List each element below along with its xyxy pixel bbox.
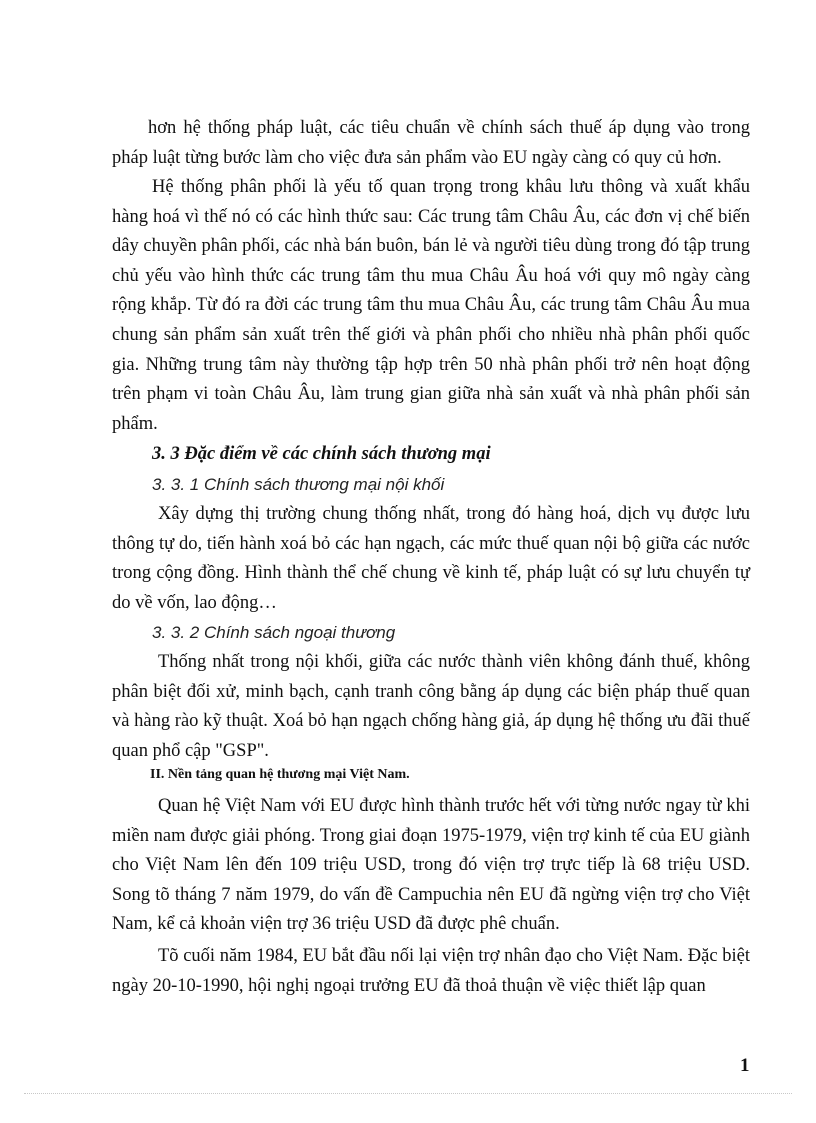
paragraph-distribution-system: Hệ thống phân phối là yếu tố quan trọng trong khâu lưu thông và xuất khẩu hàng hoá vì thế nó có các hình thức sau: Các trung tâm Châu Âu, các đơn vị chế biến dây chuyền phân phối, các nhà bán buôn, bán lẻ và người tiêu dùng trong đó tập trung chủ yếu vào hình thức các trung tâm thu mua Châu Âu hoá với quy mô ngày càng rộng khắp. Từ đó ra đời các trung tâm thu mua Châu Âu, các trung tâm Châu Âu mua chung sản phẩm sản xuất trên thế giới và phân phối cho nhiều nhà phân phối quốc gia. Những trung tâm này thường tập hợp trên 50 nhà phân phối trở nên hoạt động trên phạm vi toàn Châu Âu, làm trung gian giữa nhà sản xuất và nhà phân phối sản phẩm. (112, 177, 750, 434)
heading-section-II: II. Nền tảng quan hệ thương mại Việt Nam. (150, 767, 410, 782)
heading-section-3-3: 3. 3 Đặc điểm về các chính sách thương mại (152, 444, 491, 464)
paragraph-legal-system: hơn hệ thống pháp luật, các tiêu chuẩn về chính sách thuế áp dụng vào trong pháp luật từng bước làm cho việc đưa sản phẩm vào EU ngày càng có quy củ hơn. (112, 118, 750, 168)
paragraph-internal-trade-policy: Xây dựng thị trường chung thống nhất, trong đó hàng hoá, dịch vụ được lưu thông tự do, tiến hành xoá bỏ các hạn ngạch, các mức thuế quan nội bộ giữa các nước trong cộng đồng. Hình thành thể chế chung về kinh tế, pháp luật có sự lưu chuyển tự do về vốn, lao động… (112, 504, 750, 613)
paragraph-foreign-trade-policy: Thống nhất trong nội khối, giữa các nước thành viên không đánh thuế, không phân biệt đối xử, minh bạch, cạnh tranh công bằng áp dụng các biện pháp thuế quan và hàng rào kỹ thuật. Xoá bỏ hạn ngạch chống hàng giả, áp dụng hệ thống ưu đãi thuế quan phổ cập "GSP". (112, 652, 750, 761)
heading-section-3-3-1: 3. 3. 1 Chính sách thương mại nội khối (152, 475, 445, 494)
heading-section-3-3-2: 3. 3. 2 Chính sách ngoại thương (152, 623, 396, 642)
paragraph-vietnam-eu-relations: Quan hệ Việt Nam với EU được hình thành trước hết với từng nước ngay từ khi miền nam được giải phóng. Trong giai đoạn 1975-1979, viện trợ kinh tế của EU giành cho Việt Nam lên đến 109 triệu USD, trong đó viện trợ trực tiếp là 68 triệu USD. Song tõ tháng 7 năm 1979, do vấn đề Campuchia nên EU đã ngừng viện trợ cho Việt Nam, kể cả khoản viện trợ 36 triệu USD đã được phê chuẩn. (112, 796, 750, 935)
page-number: 1 (740, 1055, 750, 1076)
paragraph-humanitarian-aid: Tõ cuối năm 1984, EU bắt đầu nối lại viện trợ nhân đạo cho Việt Nam. Đặc biệt ngày 20-10-1990, hội nghị ngoại trưởng EU đã thoả thuận về việc thiết lập quan (112, 946, 750, 996)
footer-divider (24, 1093, 792, 1094)
